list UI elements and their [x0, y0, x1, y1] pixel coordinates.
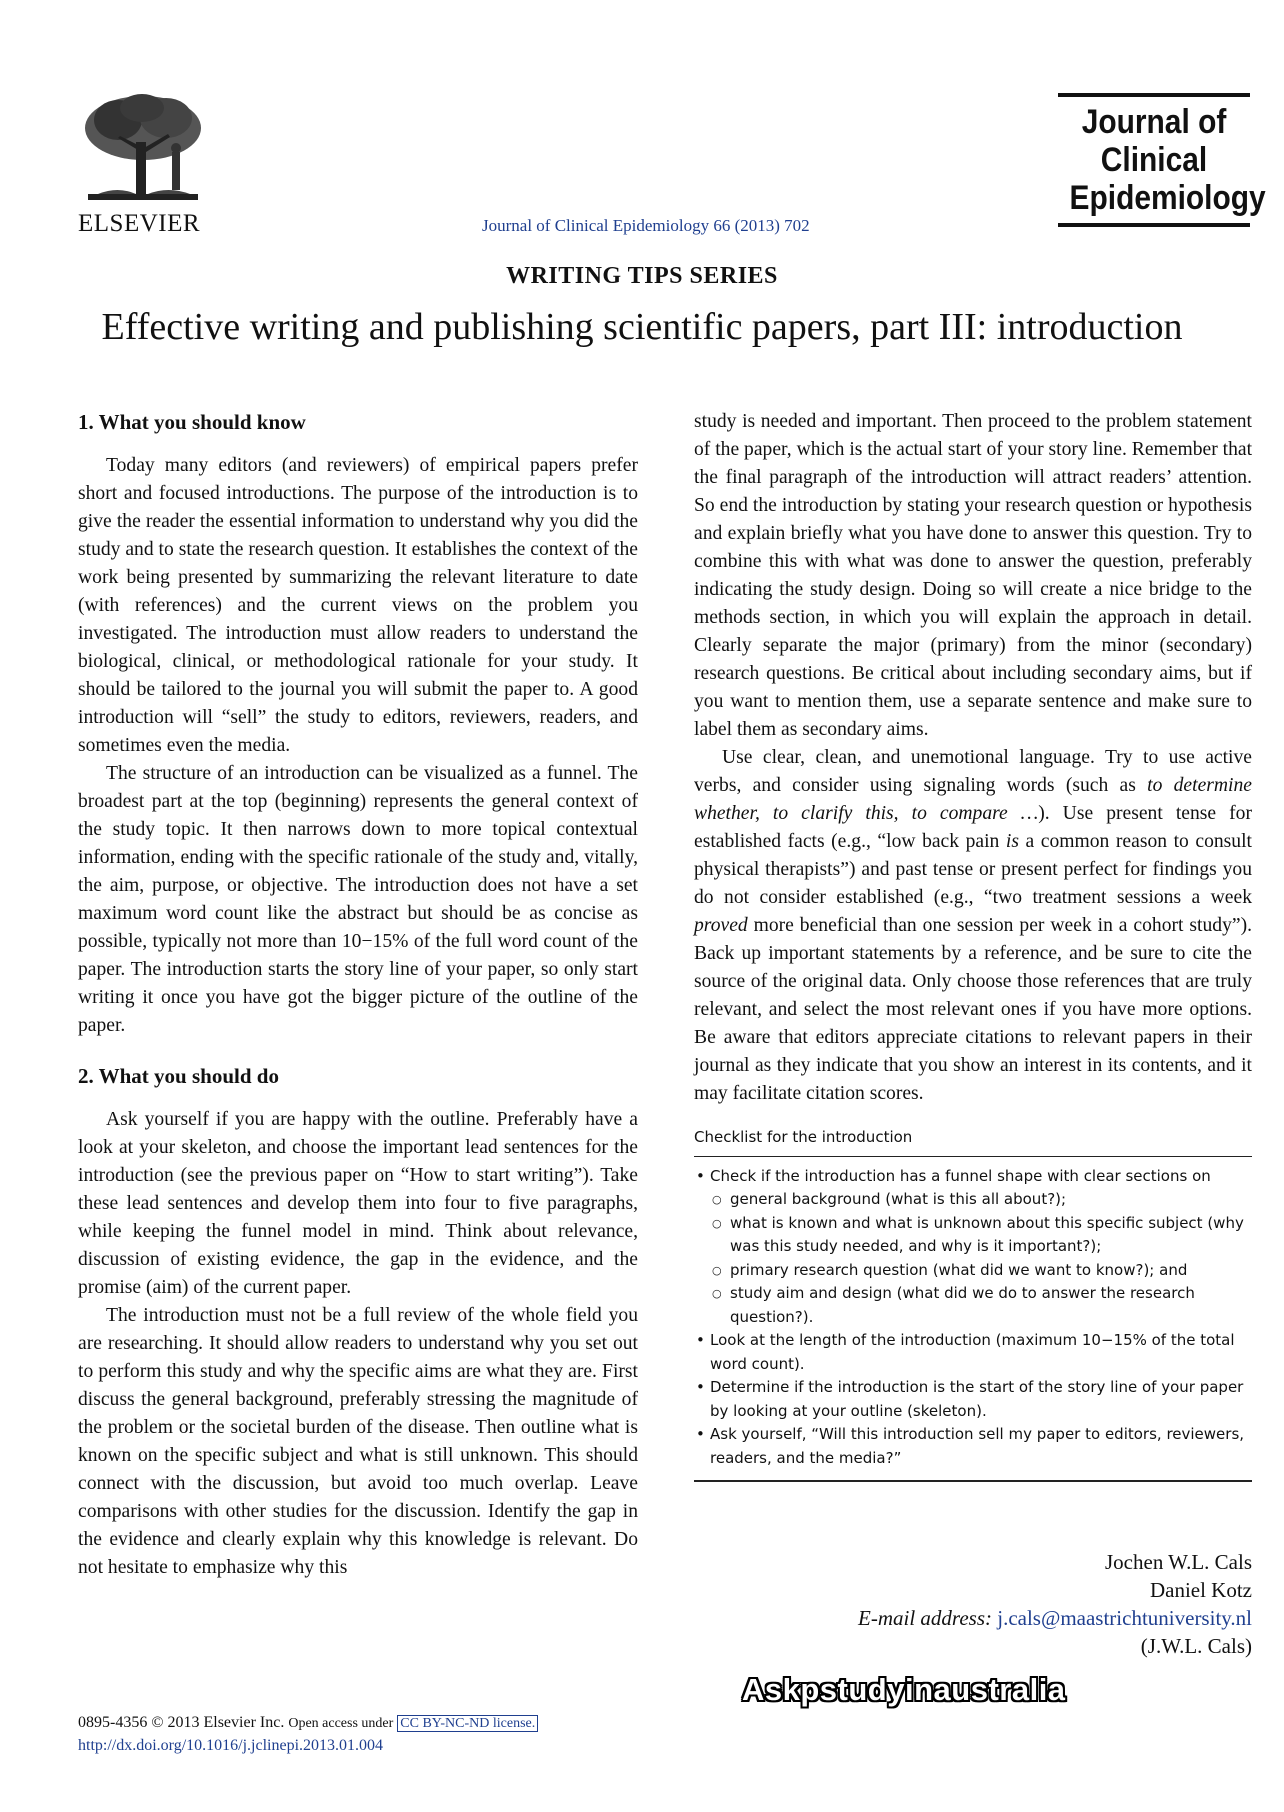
email-link[interactable]: j.cals@maastrichtuniversity.nl	[997, 1606, 1252, 1630]
left-column	[78, 408, 638, 1582]
journal-title-line: Journal of	[1081, 103, 1227, 141]
text-run: a common reason to consult physical therapists”) and past tense or present perfect for findings you do not consider established (e.g., “two treatment sessions a week	[694, 831, 1252, 908]
checklist-subitem: ○ primary research question (what did we want to know?); and	[710, 1259, 1252, 1283]
paragraph	[694, 744, 1252, 1108]
journal-title-line: Epidemiology	[1069, 179, 1266, 217]
paragraph: The introduction must not be a full review of the whole field you are researching. It should allow readers to understand why you set out to perform this study and why the specific aims are what they are. First discuss the general background, preferably stressing the magnitude of the problem or the societal burden of the disease. Then outline what is known on the specific subject and what is still unknown. This should connect with the discussion, but avoid too much overlap. Leave comparisons with other studies for the discussion. Identify the gap in the evidence and clearly explain why this knowledge is relevant. Do not hesitate to emphasize why this	[78, 1305, 638, 1578]
section-heading: 2. What you should do	[78, 1064, 279, 1088]
open-access-text: Open access under	[288, 1716, 394, 1731]
journal-rule-top	[1058, 93, 1250, 97]
checklist-item: • Ask yourself, “Will this introduction sell my paper to editors, reviewers, readers, and the media?”	[694, 1423, 1252, 1470]
checklist-subitem: ○ general background (what is this all about?);	[710, 1188, 1252, 1212]
italic-run: is	[1005, 831, 1019, 852]
checklist-sublist	[710, 1188, 1252, 1329]
paragraph: Ask yourself if you are happy with the outline. Preferably have a look at your skeleton, and choose the important lead sentences for the introduction (see the previous paper on “How to start writing”). Take these lead sentences and develop them into four to five paragraphs, while keeping the funnel model in mind. Think about relevance, discussion of existing evidence, the gap in the evidence, and the promise (aim) of the current paper.	[78, 1109, 638, 1298]
italic-run: proved	[694, 915, 748, 936]
checklist-list	[694, 1165, 1252, 1483]
paragraph: The structure of an introduction can be visualized as a funnel. The broadest part at the top (beginning) represents the general context of the study topic. It then narrows down to more topical contextual information, ending with the specific rationale of the study and, vitally, the aim, purpose, or objective. The introduction does not have a set maximum word count like the abstract but should be as concise as possible, typically not more than 10−15% of the full word count of the paper. The introduction starts the story line of your paper, so only start writing it once you have got the bigger picture of the outline of the paper.	[78, 763, 638, 1036]
journal-citation[interactable]: Journal of Clinical Epidemiology 66 (2013) 702	[482, 216, 810, 235]
text-run: Use clear, clean, and unemotional language. Try to use active verbs, and consider using signaling words (such as	[694, 747, 1252, 796]
doi-link[interactable]: http://dx.doi.org/10.1016/j.jclinepi.2013.01.004	[78, 1737, 384, 1754]
journal-title-box	[1058, 93, 1266, 227]
series-heading: WRITING TIPS SERIES	[506, 263, 778, 289]
checklist-item: • Look at the length of the introduction (maximum 10−15% of the total word count).	[694, 1329, 1252, 1376]
checklist-item-text: Check if the introduction has a funnel shape with clear sections on	[710, 1166, 1211, 1185]
paragraph: study is needed and important. Then proceed to the problem statement of the paper, which is the actual start of your story line. Remember that the final paragraph of the introduction will attract readers’ attention. So end the introduction by stating your research question or hypothesis and explain briefly what you have done to answer this question. Try to combine this with what was done to answer the question, preferably indicating the study design. Doing so will create a nice bridge to the methods section, in which you will explain the approach in detail. Clearly separate the major (primary) from the minor (secondary) research questions. Be critical about including secondary aims, but if you want to mention them, use a separate sentence and make sure to label them as secondary aims.	[694, 411, 1253, 740]
article-title: Effective writing and publishing scientific papers, part III: introduction	[101, 306, 1183, 348]
checklist-subitem: ○ what is known and what is unknown about this specific subject (why was this study needed, and why is it important?);	[710, 1212, 1252, 1259]
paragraph: Today many editors (and reviewers) of empirical papers prefer short and focused introductions. The purpose of the introduction is to give the reader the essential information to understand why you did the study and to state the research question. It establishes the context of the work being presented by summarizing the relevant literature to date (with references) and the current views on the problem you investigated. The introduction must allow readers to understand the biological, clinical, or methodological rationale for your study. It should be tailored to the journal you will submit the paper to. A good introduction will “sell” the study to editors, reviewers, readers, and sometimes even the media.	[78, 455, 638, 756]
checklist-subitem: ○ study aim and design (what did we do to answer the research question?).	[710, 1282, 1252, 1329]
author-name: Daniel Kotz	[1149, 1578, 1252, 1602]
email-label: E-mail address:	[858, 1606, 992, 1630]
italic-run: to determine whether, to clarify this, to compare …	[694, 775, 1252, 824]
journal-title-line: Clinical	[1100, 141, 1208, 179]
checklist-item: • Determine if the introduction is the start of the story line of your paper by looking at your outline (skeleton).	[694, 1376, 1252, 1423]
journal-rule-bottom	[1058, 223, 1250, 227]
email-owner: (J.W.L. Cals)	[1140, 1634, 1252, 1658]
section-heading: 1. What you should know	[78, 410, 306, 434]
text-run: more beneficial than one session per week in a cohort study”). Back up important statements by a reference, and be sure to cite the source of the original data. Only choose those references that are truly relevant, and select the most relevant ones if you have more options. Be aware that editors appreciate citations to relevant papers in their journal as they indicate that you show an interest in its contents, and it may facilitate citation scores.	[694, 915, 1252, 1104]
author-block	[694, 1548, 1252, 1660]
right-column	[694, 408, 1252, 1482]
page-header	[0, 0, 1284, 250]
email-line	[694, 1604, 1252, 1632]
license-link[interactable]: CC BY-NC-ND license.	[397, 1715, 538, 1732]
page-footer	[78, 1712, 538, 1757]
watermark-text: Askpstudyinaustralia	[742, 1672, 1066, 1707]
text-run: ). Use present tense for established facts (e.g., “low back pain	[694, 803, 1252, 852]
checklist-box	[694, 1126, 1252, 1482]
checklist-item	[694, 1165, 1252, 1330]
checklist-title: Checklist for the introduction	[694, 1126, 1252, 1157]
publisher-name: ELSEVIER	[78, 210, 201, 237]
copyright-text: 0895-4356 © 2013 Elsevier Inc.	[78, 1714, 285, 1731]
copyright-line	[78, 1712, 538, 1735]
author-name: Jochen W.L. Cals	[1105, 1550, 1252, 1574]
